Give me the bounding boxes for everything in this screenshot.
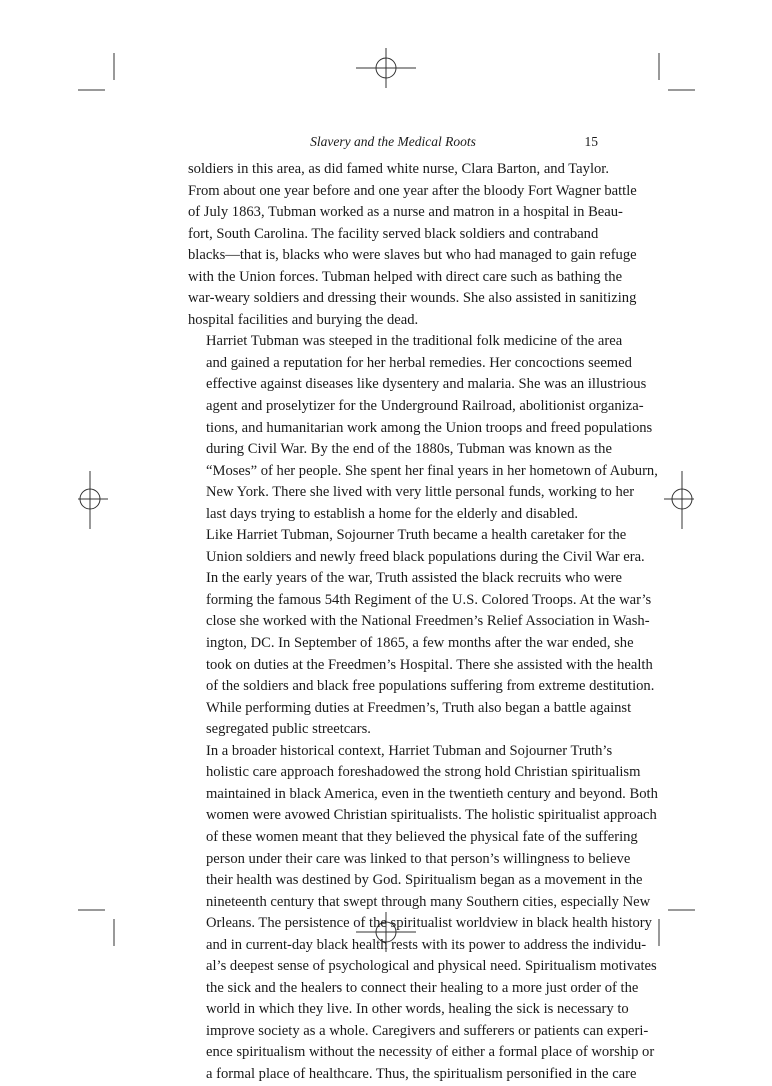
text-line: New York. There she lived with very little personal funds, working to her (206, 484, 635, 501)
running-head-title: Slavery and the Medical Roots (310, 134, 476, 149)
text-line: Harriet Tubman was steeped in the traditional folk medicine of the area (206, 333, 623, 350)
crop-mark-top-right (659, 53, 695, 90)
registration-mark-top (356, 48, 416, 88)
crop-mark-bottom-right (659, 910, 695, 946)
text-line: with the Union forces. Tubman helped with direct care such as bathing the (188, 268, 623, 285)
text-line: Orleans. The persistence of the spiritualist worldview in black health history (206, 915, 652, 932)
text-line: and gained a reputation for her herbal remedies. Her concoctions seemed (206, 354, 632, 371)
text-line: during Civil War. By the end of the 1880s, Tubman was known as the (206, 441, 612, 458)
text-line: al’s deepest sense of psychological and physical need. Spiritualism motivates (206, 958, 657, 975)
body-text (188, 159, 658, 1086)
page-number: 15 (584, 134, 598, 149)
text-line: ington, DC. In September of 1865, a few months after the war ended, she (206, 635, 634, 652)
text-line: agent and proselytizer for the Underground Railroad, abolitionist organiza- (206, 398, 644, 415)
text-line: and in current-day black health rests with its power to address the individu- (206, 936, 647, 953)
text-line: close she worked with the National Freedmen’s Relief Association in Wash- (206, 613, 650, 630)
text-line: world in which they live. In other words, healing the sick is necessary to (206, 1001, 629, 1018)
text-line: “Moses” of her people. She spent her final years in her hometown of Auburn, (206, 462, 658, 479)
text-line: person under their care was linked to that person’s willingness to believe (206, 850, 631, 867)
text-line: Union soldiers and newly freed black populations during the Civil War era. (206, 548, 645, 565)
text-line: From about one year before and one year after the bloody Fort Wagner battle (188, 182, 637, 199)
text-line: In the early years of the war, Truth assisted the black recruits who were (206, 570, 623, 587)
text-line: effective against diseases like dysentery and malaria. She was an illustrious (206, 376, 647, 393)
text-line: war-weary soldiers and dressing their wounds. She also assisted in sanitizing (188, 290, 637, 307)
text-line: of these women meant that they believed the physical fate of the suffering (206, 828, 638, 845)
text-line: In a broader historical context, Harriet Tubman and Sojourner Truth’s (206, 742, 613, 759)
text-line: segregated public streetcars. (206, 721, 371, 738)
text-line: last days trying to establish a home for the elderly and disabled. (206, 505, 579, 522)
paragraph-1 (188, 159, 637, 331)
text-line: Like Harriet Tubman, Sojourner Truth became a health caretaker for the (206, 527, 627, 544)
text-line: soldiers in this area, as did famed white nurse, Clara Barton, and Taylor. (188, 161, 610, 177)
text-line: of the soldiers and black free populations suffering from extreme destitution. (206, 678, 655, 695)
text-line: their health was destined by God. Spiritualism began as a movement in the (206, 872, 643, 889)
crop-mark-top-left (78, 53, 114, 90)
text-line: maintained in black America, even in the twentieth century and beyond. Both (206, 785, 658, 802)
text-line: While performing duties at Freedmen’s, Truth also began a battle against (206, 699, 632, 716)
text-line: holistic care approach foreshadowed the strong hold Christian spiritualism (206, 764, 641, 781)
text-line: blacks—that is, blacks who were slaves but who had managed to gain refuge (188, 247, 637, 264)
text-line: tions, and humanitarian work among the Union troops and freed populations (206, 419, 653, 436)
text-line: ence spiritualism without the necessity of either a formal place of worship or (206, 1044, 655, 1061)
crop-mark-bottom-left (78, 910, 114, 946)
text-line: women were avowed Christian spiritualists. The holistic spiritualist approach (206, 807, 657, 824)
text-line: took on duties at the Freedmen’s Hospital. There she assisted with the health (206, 656, 653, 673)
text-line: of July 1863, Tubman worked as a nurse and matron in a hospital in Beau- (188, 204, 623, 221)
text-line: improve society as a whole. Caregivers and sufferers or patients can experi- (206, 1022, 649, 1039)
paragraph-4 (188, 741, 658, 1086)
registration-mark-right (664, 471, 694, 529)
text-line: the sick and the healers to connect their healing to a more just order of the (206, 979, 639, 996)
running-head (188, 134, 598, 154)
paragraph-2 (188, 331, 658, 525)
text-line: hospital facilities and burying the dead. (188, 311, 419, 328)
paragraph-3 (188, 525, 655, 740)
text-line: a formal place of healthcare. Thus, the spiritualism personified in the care (206, 1065, 637, 1082)
registration-mark-left (78, 471, 108, 529)
text-line: forming the famous 54th Regiment of the U.S. Colored Troops. At the war’s (206, 591, 652, 608)
text-line: nineteenth century that swept through many Southern cities, especially New (206, 893, 651, 910)
text-line: fort, South Carolina. The facility served black soldiers and contraband (188, 225, 599, 242)
